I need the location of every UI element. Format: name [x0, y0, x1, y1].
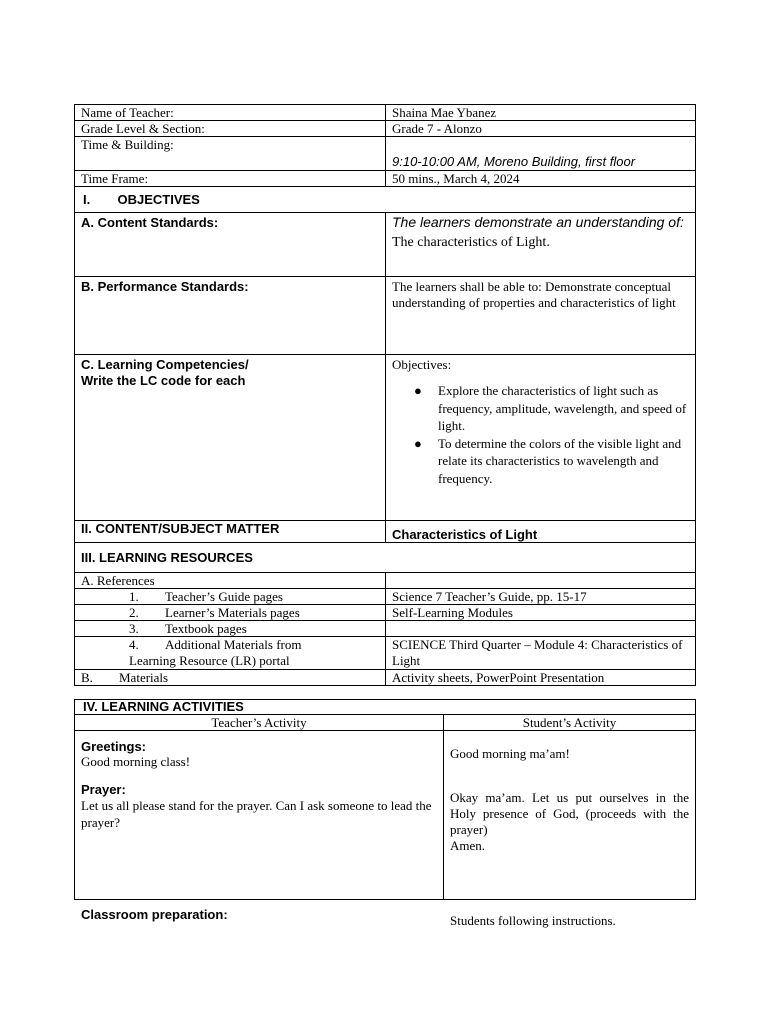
frame-value: 50 mins., March 4, 2024 [386, 171, 696, 187]
resource-row [75, 589, 696, 605]
resources-label: III. LEARNING RESOURCES [75, 543, 696, 573]
frame-label: Time Frame: [75, 171, 386, 187]
prayer-reply: Okay ma’am. Let us put ourselves in the Holy presence of God, (proceeds with the prayer) [450, 790, 689, 837]
time-value: 9:10-10:00 AM, Moreno Building, first floor [392, 154, 636, 169]
content-standards-row [75, 213, 696, 277]
content-row [75, 521, 696, 543]
materials-label: B. Materials [75, 670, 386, 686]
competencies-label-line2: Write the LC code for each [81, 373, 246, 388]
references-label: A. References [75, 573, 386, 589]
resource-label: 1. Teacher’s Guide pages [75, 589, 386, 605]
time-value-cell [386, 137, 696, 171]
content-standards-label: A. Content Standards: [75, 213, 386, 277]
teacher-column-header: Teacher’s Activity [75, 715, 444, 731]
content-value: Characteristics of Light [386, 521, 696, 543]
performance-standards-row [75, 277, 696, 355]
resource-value: Science 7 Teacher’s Guide, pp. 15-17 [386, 589, 696, 605]
lesson-plan-table [74, 104, 696, 686]
activities-header-row [75, 715, 696, 731]
prayer-amen: Amen. [450, 838, 486, 853]
prayer-label: Prayer: [81, 782, 126, 797]
materials-row [75, 670, 696, 686]
competencies-label-line1: C. Learning Competencies/ [81, 357, 249, 372]
teacher-row [75, 105, 696, 121]
time-label: Time & Building: [75, 137, 386, 171]
references-row [75, 573, 696, 589]
materials-value: Activity sheets, PowerPoint Presentation [386, 670, 696, 686]
resource-label: 2. Learner’s Materials pages [75, 605, 386, 621]
greetings-reply: Good morning ma’am! [450, 746, 570, 761]
content-standards-text: The characteristics of Light. [392, 234, 550, 250]
competencies-label [75, 355, 386, 521]
teacher-value: Shaina Mae Ybanez [386, 105, 696, 121]
activities-table [74, 699, 696, 928]
teacher-activity-cell [75, 731, 444, 922]
objectives-num: I. [83, 192, 91, 207]
resource-row [75, 621, 696, 637]
greetings-label: Greetings: [81, 739, 147, 754]
bullet-icon: ● [414, 383, 422, 398]
competencies-row [75, 355, 696, 521]
objectives-title: OBJECTIVES [117, 192, 200, 207]
grade-row [75, 121, 696, 137]
objective-item: ● Explore the characteristics of light such as frequency, amplitude, wavelength, and speed of light. [414, 383, 687, 433]
objectives-list [392, 382, 689, 487]
resource-value: SCIENCE Third Quarter – Module 4: Characteristics of Light [386, 637, 696, 670]
content-label: II. CONTENT/SUBJECT MATTER [75, 521, 386, 543]
content-standards-value [386, 213, 696, 277]
references-value [386, 573, 696, 589]
resource-label: 4. Additional Materials from Learning Resource (LR) portal [75, 637, 386, 670]
activities-title: IV. LEARNING ACTIVITIES [75, 700, 696, 715]
activities-title-row [75, 700, 696, 715]
greetings-text: Good morning class! [81, 754, 191, 769]
student-activity-cell [444, 731, 696, 928]
resources-heading-row [75, 543, 696, 573]
time-row [75, 137, 696, 171]
performance-standards-value: The learners shall be able to: Demonstrate conceptual understanding of properties and characteristics of light [386, 277, 696, 355]
content-standards-italic: The learners demonstrate an understanding of: [392, 214, 684, 230]
teacher-label: Name of Teacher: [75, 105, 386, 121]
performance-standards-label: B. Performance Standards: [75, 277, 386, 355]
resource-label: 3. Textbook pages [75, 621, 386, 637]
grade-value: Grade 7 - Alonzo [386, 121, 696, 137]
resource-value: Self-Learning Modules [386, 605, 696, 621]
activities-body-row [75, 731, 696, 900]
prep-reply: Students following instructions. [450, 913, 616, 928]
student-column-header: Student’s Activity [444, 715, 696, 731]
resource-value [386, 621, 696, 637]
objectives-heading [75, 187, 696, 213]
resource-row [75, 605, 696, 621]
grade-label: Grade Level & Section: [75, 121, 386, 137]
objective-item: ● To determine the colors of the visible light and relate its characteristics to wavelength and frequency. [414, 435, 682, 486]
resource-row [75, 637, 696, 670]
objectives-subheading: Objectives: [392, 357, 452, 372]
frame-row [75, 171, 696, 187]
bullet-icon: ● [414, 435, 422, 451]
competencies-value [386, 355, 696, 521]
prep-label: Classroom preparation: [81, 907, 228, 922]
prayer-text: Let us all please stand for the prayer. Can I ask someone to lead the prayer? [81, 798, 432, 830]
objectives-heading-row [75, 187, 696, 213]
